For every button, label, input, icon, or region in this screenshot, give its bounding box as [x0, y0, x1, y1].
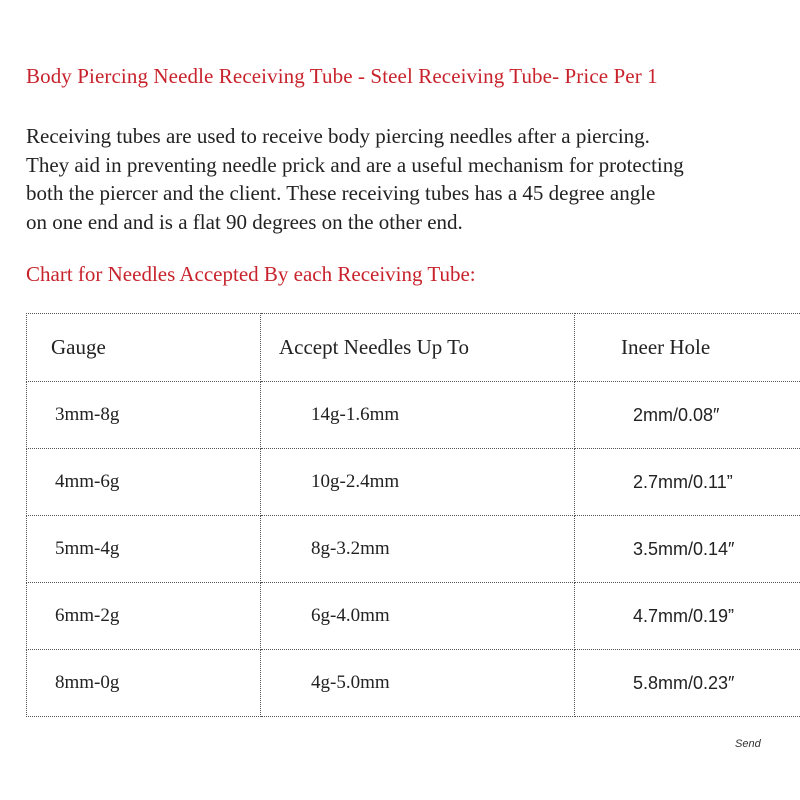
cell-accept-needles: 4g-5.0mm	[261, 650, 575, 717]
cell-gauge: 5mm-4g	[27, 516, 261, 583]
description-line: both the piercer and the client. These receiving tubes has a 45 degree angle	[26, 181, 656, 205]
cell-accept-needles: 6g-4.0mm	[261, 583, 575, 650]
cell-accept-needles: 10g-2.4mm	[261, 449, 575, 516]
table-row	[27, 583, 800, 650]
cell-inner-hole: 2.7mm/0.11”	[575, 449, 800, 516]
table-row	[27, 382, 800, 449]
cell-inner-hole: 4.7mm/0.19”	[575, 583, 800, 650]
header-inner-hole: Ineer Hole	[575, 314, 800, 382]
table-header-row	[27, 314, 800, 382]
cell-gauge: 3mm-8g	[27, 382, 261, 449]
page-title: Body Piercing Needle Receiving Tube - Steel Receiving Tube- Price Per 1	[26, 64, 658, 88]
header-gauge: Gauge	[27, 314, 261, 382]
cell-inner-hole: 5.8mm/0.23″	[575, 650, 800, 717]
footer-mark: Send	[735, 738, 761, 750]
cell-accept-needles: 8g-3.2mm	[261, 516, 575, 583]
cell-inner-hole: 3.5mm/0.14″	[575, 516, 800, 583]
description-line: They aid in preventing needle prick and are a useful mechanism for protecting	[26, 152, 684, 177]
needle-chart-table	[26, 313, 800, 717]
chart-heading: Chart for Needles Accepted By each Receiving Tube:	[26, 262, 476, 286]
description	[26, 122, 684, 236]
cell-gauge: 8mm-0g	[27, 650, 261, 717]
header-accept-needles: Accept Needles Up To	[261, 314, 575, 382]
description-line: Receiving tubes are used to receive body piercing needles after a piercing.	[26, 124, 650, 148]
table-row	[27, 650, 800, 717]
description-line: on one end and is a flat 90 degrees on the other end.	[26, 209, 463, 234]
cell-gauge: 6mm-2g	[27, 583, 261, 650]
cell-accept-needles: 14g-1.6mm	[261, 382, 575, 449]
cell-inner-hole: 2mm/0.08″	[575, 382, 800, 449]
cell-gauge: 4mm-6g	[27, 449, 261, 516]
table-row	[27, 449, 800, 516]
table-row	[27, 516, 800, 583]
